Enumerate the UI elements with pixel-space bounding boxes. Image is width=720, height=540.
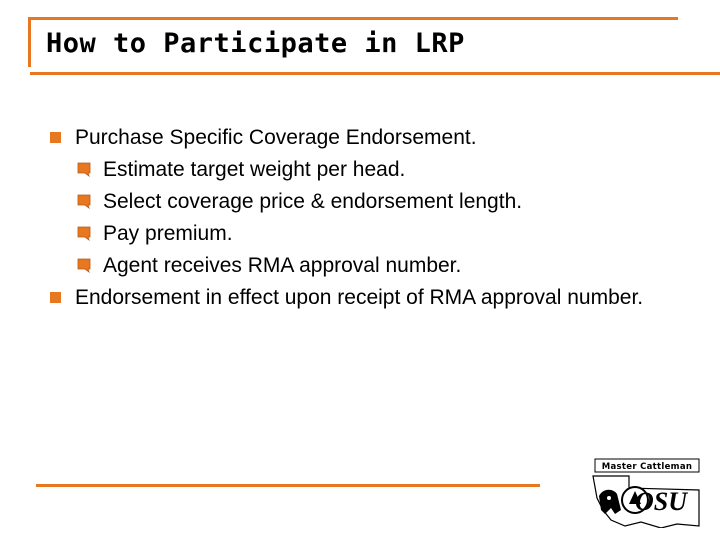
logo-banner-text: Master Cattleman (601, 462, 693, 472)
sub-bullet-item (50, 154, 700, 186)
slide-title: How to Participate in LRP (46, 28, 465, 59)
title-top-rule (28, 17, 678, 20)
checkbox-bullet-icon (77, 194, 92, 209)
checkbox-bullet-icon (77, 162, 92, 177)
bullet-item (50, 122, 700, 154)
master-cattleman-osu-logo (591, 458, 701, 528)
sub-bullet-text: Estimate target weight per head. (103, 158, 406, 181)
bullet-text: Purchase Specific Coverage Endorsement. (75, 126, 477, 149)
checkbox-bullet-icon (77, 226, 92, 241)
logo-osu-text: OSU (634, 487, 688, 516)
footer-rule (36, 484, 540, 487)
sub-bullet-item (50, 218, 700, 250)
sub-bullet-text: Pay premium. (103, 222, 233, 245)
square-bullet-icon (50, 132, 61, 143)
sub-bullet-text: Agent receives RMA approval number. (103, 254, 462, 277)
sub-bullet-text: Select coverage price & endorsement length. (103, 190, 523, 213)
checkbox-bullet-icon (77, 258, 92, 273)
sub-bullet-item (50, 186, 700, 218)
bullet-text: Endorsement in effect upon receipt of RMA approval number. (75, 286, 644, 309)
title-bottom-rule (30, 72, 720, 75)
title-frame (28, 14, 680, 70)
square-bullet-icon (50, 292, 61, 303)
sub-bullet-item (50, 250, 700, 282)
bullet-item (50, 282, 700, 314)
slide-body (50, 122, 700, 314)
title-side-rule (28, 17, 31, 67)
